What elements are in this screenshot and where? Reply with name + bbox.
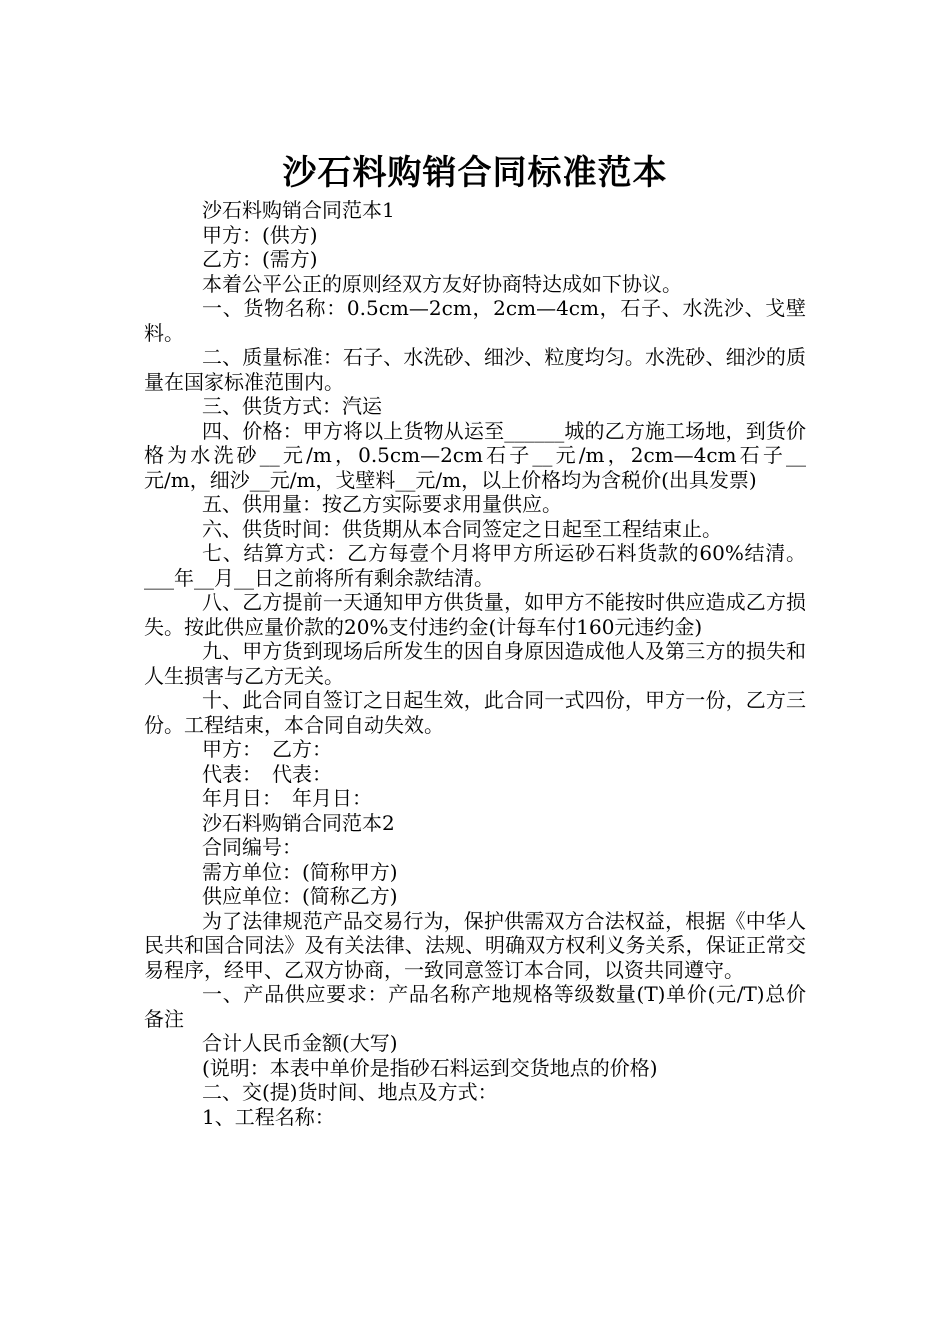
document-body (144, 198, 806, 1129)
signature-dates: 年月日： 年月日： (202, 786, 372, 810)
clause-effect: 十、此合同自签订之日起生效，此合同一式四份，甲方一份，乙方三份。工程结束，本合同自动失效。 (144, 688, 806, 737)
clause-price: 四、价格：甲方将以上货物从运至______城的乙方施工场地，到货价格为水洗砂__元/m，0.5cm—2cm石子__元/m，2cm—4cm石子__元/m，细沙__元/m，戈壁料__元/m，以上价格均为含税价(出具发票) (144, 418, 806, 492)
clause-settlement: 七、结算方式：乙方每壹个月将甲方所运砂石料货款的60%结清。___年__月__日之前将所有剩余款结清。 (144, 541, 806, 590)
party-a-line: 甲方：(供方) (202, 222, 318, 247)
clause-quantity: 五、供用量：按乙方实际要求用量供应。 (202, 492, 562, 516)
preamble-paragraph: 本着公平公正的原则经双方友好协商特达成如下协议。 (202, 271, 682, 296)
clause-delivery-method: 三、供货方式：汽运 (202, 394, 382, 418)
price-note: (说明：本表中单价是指砂石料运到交货地点的价格) (202, 1055, 658, 1080)
clause-quality: 二、质量标准：石子、水洗砂、细沙、粒度均匀。水洗砂、细沙的质量在国家标准范围内。 (144, 345, 806, 394)
supplier-unit-line: 供应单位：(简称乙方) (202, 884, 398, 908)
clause-notice-penalty: 八、乙方提前一天通知甲方供货量，如甲方不能按时供应造成乙方损失。按此供应量价款的20%支付违约金(计每车付160元违约金) (144, 590, 806, 639)
clause-goods-name: 一、货物名称：0.5cm—2cm，2cm—4cm，石子、水洗沙、戈壁料。 (144, 296, 806, 345)
section-heading-1: 沙石料购销合同范本1 (202, 198, 395, 222)
document-title: 沙石料购销合同标准范本 (282, 152, 668, 193)
clause-delivery-time-place: 二、交(提)货时间、地点及方式： (202, 1080, 498, 1104)
buyer-unit-line: 需方单位：(简称甲方) (202, 859, 398, 884)
signature-parties: 甲方： 乙方： (202, 737, 332, 761)
clause-product-requirements: 一、产品供应要求：产品名称产地规格等级数量(T)单价(元/T)总价备注 (144, 982, 806, 1031)
contract-number-line: 合同编号： (202, 835, 302, 859)
section-heading-2: 沙石料购销合同范本2 (202, 810, 395, 835)
party-b-line: 乙方：(需方) (202, 247, 318, 271)
signature-representatives: 代表： 代表： (202, 761, 332, 786)
project-name-line: 1、工程名称： (202, 1104, 335, 1129)
purpose-paragraph: 为了法律规范产品交易行为，保护供需双方合法权益，根据《中华人民共和国合同法》及有关法律、法规、明确双方权利义务关系，保证正常交易程序，经甲、乙双方协商，一致同意签订本合同，以资共同遵守。 (144, 908, 806, 982)
total-amount-line: 合计人民币金额(大写) (202, 1031, 398, 1055)
clause-liability: 九、甲方货到现场后所发生的因自身原因造成他人及第三方的损失和人生损害与乙方无关。 (144, 639, 806, 688)
clause-supply-time: 六、供货时间：供货期从本合同签定之日起至工程结束止。 (202, 516, 722, 541)
